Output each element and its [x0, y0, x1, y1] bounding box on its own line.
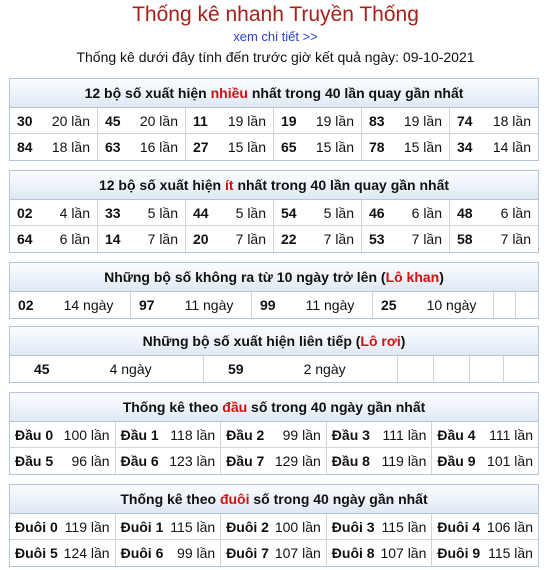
lotto-number: 02	[18, 297, 34, 313]
header-text-post: số trong 40 ngày gần nhất	[249, 491, 428, 507]
occurrence-count: 5 lần	[235, 204, 266, 221]
header-text-pre: Thống kê theo	[120, 491, 220, 507]
days-count: 11 ngày	[184, 297, 234, 313]
lotto-number: 14	[105, 231, 121, 247]
occurrence-count: 99 lần	[177, 545, 216, 561]
stat-cell	[432, 540, 538, 566]
occurrence-count: 4 lần	[59, 204, 90, 221]
most-frequent-grid-row2	[10, 134, 538, 160]
header-highlight: nhiều	[210, 85, 248, 101]
stat-cell	[274, 134, 362, 160]
occurrence-count: 115 lần	[488, 545, 533, 561]
stat-cell	[204, 356, 398, 382]
tail-label: Đuôi 2	[226, 518, 269, 535]
stat-cell	[221, 540, 327, 566]
dau-grid	[10, 422, 538, 448]
stat-cell	[450, 108, 538, 134]
occurrence-count: 6 lần	[411, 204, 442, 221]
occurrence-count: 19 lần	[227, 112, 266, 129]
occurrence-count: 15 lần	[315, 139, 354, 155]
stat-cell	[432, 514, 538, 540]
tail-label: Đuôi 7	[226, 545, 269, 561]
occurrence-count: 20 lần	[139, 112, 178, 129]
occurrence-count: 16 lần	[139, 139, 178, 155]
stat-cell	[450, 134, 538, 160]
stat-cell	[116, 422, 222, 448]
stat-cell	[274, 108, 362, 134]
least-frequent-grid	[10, 200, 538, 226]
lotto-number: 46	[369, 204, 385, 221]
occurrence-count: 7 lần	[500, 231, 531, 247]
occurrence-count: 6 lần	[59, 231, 90, 247]
lo-khan-row	[10, 292, 538, 318]
header-text-pre: Những bộ số không ra từ 10 ngày trở lên (	[104, 269, 386, 285]
occurrence-count: 15 lần	[403, 139, 442, 155]
lo-roi-panel	[9, 326, 539, 383]
tail-label: Đuôi 1	[120, 518, 164, 535]
header-text-pre: 12 bộ số xuất hiện	[84, 85, 211, 101]
days-count: 14 ngày	[63, 297, 114, 313]
most-frequent-panel	[9, 78, 539, 161]
empty-cell	[494, 292, 516, 318]
occurrence-count: 119 lần	[64, 518, 110, 535]
occurrence-count: 19 lần	[403, 112, 442, 129]
lotto-number: 45	[34, 361, 50, 377]
occurrence-count: 18 lần	[492, 112, 531, 129]
lo-roi-row	[10, 356, 538, 382]
days-count: 2 ngày	[303, 361, 346, 377]
tail-label: Đuôi 5	[15, 545, 58, 561]
lotto-number: 33	[105, 204, 121, 221]
head-label: Đầu 5	[15, 453, 54, 469]
header-highlight: đầu	[222, 399, 248, 415]
stat-cell	[186, 226, 274, 252]
days-count: 4 ngày	[109, 361, 152, 377]
stat-cell	[10, 226, 98, 252]
empty-cell	[516, 292, 538, 318]
stat-cell	[10, 200, 98, 226]
duoi-stats-panel	[9, 484, 539, 567]
occurrence-count: 118 lần	[170, 426, 216, 443]
tail-label: Đuôi 3	[331, 518, 375, 535]
lotto-number: 25	[381, 297, 397, 313]
occurrence-count: 99 lần	[282, 426, 321, 443]
lo-khan-panel	[9, 262, 539, 319]
stat-cell	[274, 200, 362, 226]
stat-cell	[98, 134, 186, 160]
header-text-pre: Những bộ số xuất hiện liên tiếp (	[142, 333, 361, 349]
occurrence-count: 5 lần	[147, 204, 178, 221]
head-label: Đầu 1	[120, 426, 159, 443]
days-count: 10 ngày	[426, 297, 477, 313]
head-label: Đầu 9	[437, 453, 476, 469]
stat-cell	[221, 448, 327, 474]
stat-cell	[327, 514, 433, 540]
stat-cell	[186, 134, 274, 160]
occurrence-count: 111 lần	[489, 426, 533, 443]
stat-cell	[221, 514, 327, 540]
duoi-grid-row2	[10, 540, 538, 566]
tail-label: Đuôi 4	[437, 518, 481, 535]
lotto-number: 20	[193, 231, 209, 247]
stat-cell	[450, 200, 538, 226]
lotto-number: 11	[193, 112, 208, 129]
occurrence-count: 107 lần	[274, 545, 321, 561]
panel-header	[10, 171, 538, 200]
stat-cell	[10, 514, 116, 540]
stat-cell	[10, 422, 116, 448]
occurrence-count: 20 lần	[51, 112, 90, 129]
stat-cell	[362, 134, 450, 160]
lotto-number: 53	[369, 231, 385, 247]
duoi-grid	[10, 514, 538, 540]
lotto-number: 54	[281, 204, 297, 221]
tail-label: Đuôi 0	[15, 518, 58, 535]
panel-header	[10, 485, 538, 514]
stat-cell	[10, 134, 98, 160]
tail-label: Đuôi 8	[331, 545, 375, 561]
lotto-number: 59	[228, 361, 244, 377]
occurrence-count: 96 lần	[71, 453, 110, 469]
occurrence-count: 111 lần	[382, 426, 427, 443]
occurrence-count: 100 lần	[274, 518, 321, 535]
stat-cell	[116, 540, 222, 566]
stat-cell	[327, 448, 433, 474]
stat-cell	[10, 292, 131, 318]
lotto-number: 58	[457, 231, 473, 247]
days-count: 11 ngày	[305, 297, 355, 313]
view-details-link[interactable]: xem chi tiết >>	[233, 29, 318, 44]
head-label: Đầu 0	[15, 426, 54, 443]
occurrence-count: 100 lần	[63, 426, 110, 443]
lotto-number: 19	[281, 112, 297, 129]
page-title: Thống kê nhanh Truyền Thống	[132, 3, 419, 26]
occurrence-count: 106 lần	[487, 518, 533, 535]
lotto-number: 02	[17, 204, 33, 221]
header-text-pre: Thống kê theo	[122, 399, 223, 415]
stat-cell	[362, 226, 450, 252]
head-label: Đầu 2	[226, 426, 265, 443]
lotto-number: 22	[281, 231, 297, 247]
occurrence-count: 123 lần	[169, 453, 216, 469]
lotto-number: 97	[139, 297, 155, 313]
lotto-number: 34	[457, 139, 473, 155]
header-text-pre: 12 bộ số xuất hiện	[98, 177, 225, 193]
lotto-number: 74	[457, 112, 473, 129]
occurrence-count: 6 lần	[500, 204, 531, 221]
occurrence-count: 18 lần	[51, 139, 90, 155]
panel-header	[10, 79, 538, 108]
stat-cell	[116, 514, 222, 540]
header-text-post: )	[439, 269, 444, 285]
occurrence-count: 107 lần	[380, 545, 427, 561]
stat-cell	[186, 108, 274, 134]
header-text-post: nhất trong 40 lần quay gần nhất	[247, 85, 464, 101]
occurrence-count: 7 lần	[235, 231, 266, 247]
stat-cell	[186, 200, 274, 226]
stat-cell	[98, 200, 186, 226]
lotto-number: 48	[457, 204, 473, 221]
lotto-number: 27	[193, 139, 209, 155]
stat-cell	[10, 108, 98, 134]
head-label: Đầu 8	[331, 453, 370, 469]
dau-stats-panel	[9, 392, 539, 475]
head-label: Đầu 7	[226, 453, 265, 469]
lotto-number: 63	[105, 139, 121, 155]
dau-grid-row2	[10, 448, 538, 474]
least-frequent-panel	[9, 170, 539, 253]
empty-cell	[504, 356, 538, 382]
occurrence-count: 19 lần	[315, 112, 354, 129]
head-label: Đầu 4	[437, 426, 476, 443]
lotto-number: 64	[17, 231, 33, 247]
stat-cell	[327, 540, 433, 566]
header-highlight: ít	[225, 177, 234, 193]
lotto-number: 65	[281, 139, 297, 155]
occurrence-count: 101 lần	[487, 453, 533, 469]
stat-cell	[10, 356, 204, 382]
lotto-number: 84	[17, 139, 33, 155]
stat-cell	[10, 540, 116, 566]
lotto-number: 45	[105, 112, 121, 129]
header-highlight: đuôi	[219, 491, 250, 507]
stat-cell	[116, 448, 222, 474]
occurrence-count: 115 lần	[170, 518, 216, 535]
occurrence-count: 7 lần	[323, 231, 354, 247]
head-label: Đầu 3	[331, 426, 370, 443]
stat-cell	[252, 292, 373, 318]
occurrence-count: 7 lần	[147, 231, 178, 247]
lotto-number: 99	[260, 297, 276, 313]
header-highlight: Lô rơi	[360, 333, 401, 349]
stat-cell	[98, 226, 186, 252]
panel-header	[10, 327, 538, 356]
stat-cell	[450, 226, 538, 252]
stat-cell	[432, 422, 538, 448]
stat-cell	[432, 448, 538, 474]
stat-cell	[362, 108, 450, 134]
stat-cell	[98, 108, 186, 134]
occurrence-count: 115 lần	[381, 518, 427, 535]
occurrence-count: 5 lần	[323, 204, 354, 221]
panel-header	[10, 263, 538, 292]
occurrence-count: 119 lần	[381, 453, 427, 469]
occurrence-count: 7 lần	[411, 231, 442, 247]
least-frequent-grid-row2	[10, 226, 538, 252]
lotto-number: 30	[17, 112, 33, 129]
header-text-post: )	[400, 333, 406, 349]
header-text-post: nhất trong 40 lần quay gần nhất	[233, 177, 450, 193]
head-label: Đầu 6	[120, 453, 159, 469]
occurrence-count: 14 lần	[492, 139, 531, 155]
panel-header	[10, 393, 538, 422]
tail-label: Đuôi 9	[437, 545, 481, 561]
occurrence-count: 129 lần	[274, 453, 321, 469]
empty-cell	[470, 356, 504, 382]
lotto-number: 83	[369, 112, 385, 129]
stat-cell	[373, 292, 494, 318]
occurrence-count: 15 lần	[227, 139, 266, 155]
empty-cell	[398, 356, 434, 382]
lotto-number: 44	[193, 204, 209, 221]
empty-cell	[434, 356, 470, 382]
occurrence-count: 124 lần	[63, 545, 110, 561]
header-text-post: số trong 40 ngày gần nhất	[247, 399, 426, 415]
stat-cell	[274, 226, 362, 252]
tail-label: Đuôi 6	[120, 545, 164, 561]
most-frequent-grid	[10, 108, 538, 134]
stat-cell	[362, 200, 450, 226]
header-highlight: Lô khan	[385, 269, 440, 285]
stat-cell	[327, 422, 433, 448]
page-subtitle: Thống kê dưới đây tính đến trước giờ kết quả ngày: 09-10-2021	[76, 49, 475, 65]
stat-cell	[131, 292, 252, 318]
stat-cell	[221, 422, 327, 448]
stat-cell	[10, 448, 116, 474]
lotto-number: 78	[369, 139, 385, 155]
